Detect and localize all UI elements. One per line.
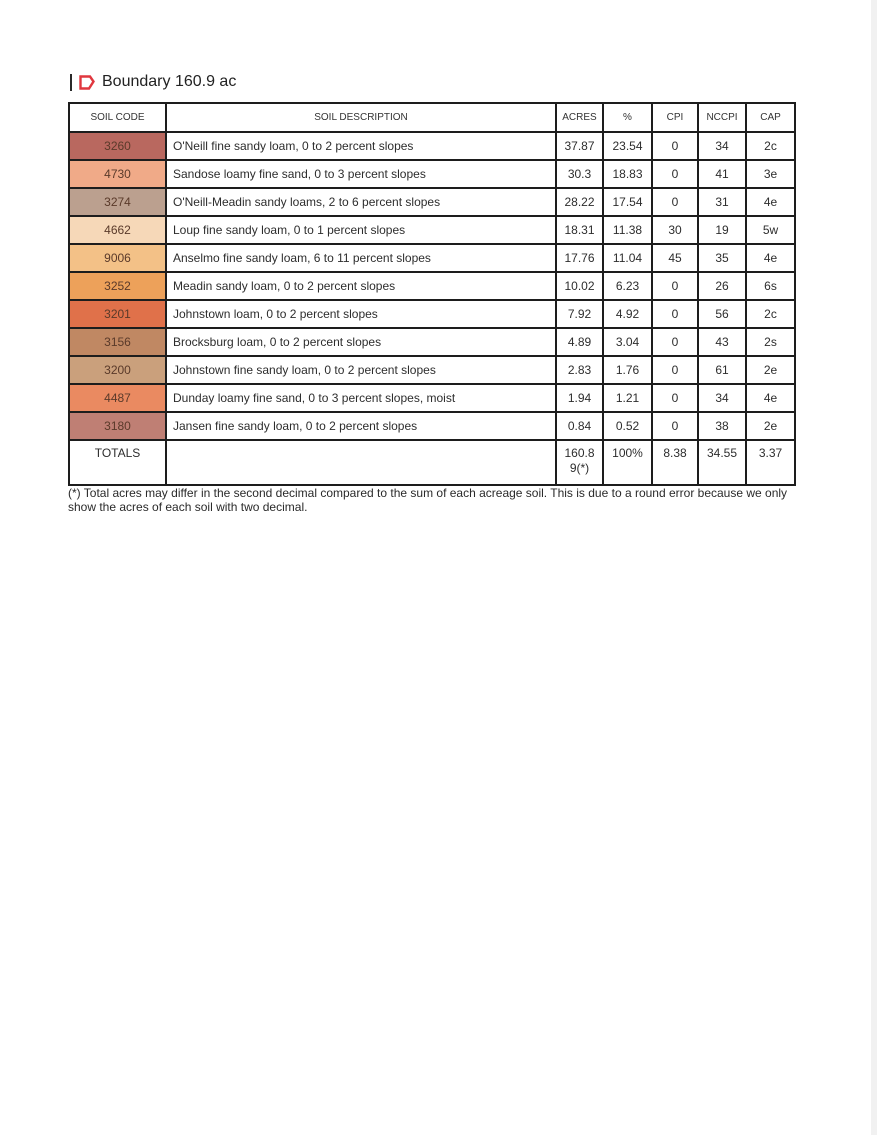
nccpi-cell: 34 (698, 384, 746, 412)
nccpi-cell: 19 (698, 216, 746, 244)
soil-description-cell: Brocksburg loam, 0 to 2 percent slopes (166, 328, 556, 356)
soil-color-swatch: 4730 (70, 161, 165, 187)
table-row (69, 412, 795, 440)
soil-code-cell (69, 356, 166, 384)
col-soil-description: SOIL DESCRIPTION (166, 103, 556, 132)
nccpi-cell: 41 (698, 160, 746, 188)
cpi-cell: 0 (652, 272, 698, 300)
table-row (69, 356, 795, 384)
soil-code-cell (69, 132, 166, 160)
acres-cell: 28.22 (556, 188, 603, 216)
cap-cell: 3e (746, 160, 795, 188)
cap-cell: 4e (746, 384, 795, 412)
totals-nccpi: 34.55 (698, 440, 746, 485)
soil-table (68, 102, 796, 486)
col-soil-code: SOIL CODE (69, 103, 166, 132)
cpi-cell: 0 (652, 160, 698, 188)
acres-cell: 37.87 (556, 132, 603, 160)
nccpi-cell: 38 (698, 412, 746, 440)
cap-cell: 2e (746, 356, 795, 384)
soil-color-swatch: 3201 (70, 301, 165, 327)
percent-cell: 1.76 (603, 356, 652, 384)
soil-code-cell (69, 384, 166, 412)
cap-cell: 2c (746, 132, 795, 160)
acres-cell: 0.84 (556, 412, 603, 440)
col-acres: ACRES (556, 103, 603, 132)
totals-description (166, 440, 556, 485)
percent-cell: 1.21 (603, 384, 652, 412)
soil-code-cell (69, 160, 166, 188)
acres-cell: 2.83 (556, 356, 603, 384)
acres-cell: 10.02 (556, 272, 603, 300)
nccpi-cell: 35 (698, 244, 746, 272)
soil-color-swatch: 4487 (70, 385, 165, 411)
table-row (69, 272, 795, 300)
cpi-cell: 0 (652, 356, 698, 384)
footnote: (*) Total acres may differ in the second decimal compared to the sum of each acreage soil. This is due to a round error because we only show the acres of each soil with two decimal. (68, 486, 788, 514)
table-row (69, 132, 795, 160)
cpi-cell: 45 (652, 244, 698, 272)
soil-description-cell: Meadin sandy loam, 0 to 2 percent slopes (166, 272, 556, 300)
heading-bar (70, 74, 72, 91)
acres-cell: 7.92 (556, 300, 603, 328)
cpi-cell: 0 (652, 188, 698, 216)
soil-code-cell (69, 328, 166, 356)
percent-cell: 0.52 (603, 412, 652, 440)
nccpi-cell: 26 (698, 272, 746, 300)
col-nccpi: NCCPI (698, 103, 746, 132)
totals-cap: 3.37 (746, 440, 795, 485)
cap-cell: 4e (746, 188, 795, 216)
cpi-cell: 0 (652, 132, 698, 160)
nccpi-cell: 43 (698, 328, 746, 356)
cpi-cell: 0 (652, 412, 698, 440)
cpi-cell: 0 (652, 328, 698, 356)
soil-code-cell (69, 412, 166, 440)
soil-description-cell: Anselmo fine sandy loam, 6 to 11 percent slopes (166, 244, 556, 272)
nccpi-cell: 61 (698, 356, 746, 384)
cap-cell: 2e (746, 412, 795, 440)
cap-cell: 5w (746, 216, 795, 244)
table-row (69, 328, 795, 356)
table-row (69, 216, 795, 244)
soil-color-swatch: 3260 (70, 133, 165, 159)
percent-cell: 4.92 (603, 300, 652, 328)
nccpi-cell: 31 (698, 188, 746, 216)
soil-description-cell: Johnstown loam, 0 to 2 percent slopes (166, 300, 556, 328)
soil-code-cell (69, 188, 166, 216)
boundary-icon (79, 75, 95, 90)
percent-cell: 11.04 (603, 244, 652, 272)
acres-cell: 1.94 (556, 384, 603, 412)
soil-description-cell: Sandose loamy fine sand, 0 to 3 percent slopes (166, 160, 556, 188)
heading-title: Boundary 160.9 ac (102, 73, 237, 90)
table-row (69, 188, 795, 216)
acres-cell: 30.3 (556, 160, 603, 188)
cap-cell: 4e (746, 244, 795, 272)
page-edge (871, 0, 877, 1135)
soil-description-cell: Dunday loamy fine sand, 0 to 3 percent slopes, moist (166, 384, 556, 412)
percent-cell: 3.04 (603, 328, 652, 356)
acres-cell: 17.76 (556, 244, 603, 272)
soil-description-cell: Johnstown fine sandy loam, 0 to 2 percent slopes (166, 356, 556, 384)
table-row (69, 160, 795, 188)
percent-cell: 11.38 (603, 216, 652, 244)
table-row (69, 300, 795, 328)
totals-label: TOTALS (69, 440, 166, 485)
cpi-cell: 0 (652, 384, 698, 412)
soil-color-swatch: 3200 (70, 357, 165, 383)
soil-code-cell (69, 244, 166, 272)
percent-cell: 18.83 (603, 160, 652, 188)
soil-color-swatch: 3156 (70, 329, 165, 355)
soil-description-cell: Loup fine sandy loam, 0 to 1 percent slopes (166, 216, 556, 244)
cap-cell: 2s (746, 328, 795, 356)
soil-description-cell: Jansen fine sandy loam, 0 to 2 percent slopes (166, 412, 556, 440)
percent-cell: 6.23 (603, 272, 652, 300)
soil-color-swatch: 9006 (70, 245, 165, 271)
acres-cell: 18.31 (556, 216, 603, 244)
totals-cpi: 8.38 (652, 440, 698, 485)
col-cpi: CPI (652, 103, 698, 132)
soil-code-cell (69, 300, 166, 328)
table-row (69, 384, 795, 412)
totals-row (69, 440, 795, 485)
soil-color-swatch: 3180 (70, 413, 165, 439)
totals-percent: 100% (603, 440, 652, 485)
acres-cell: 4.89 (556, 328, 603, 356)
cpi-cell: 30 (652, 216, 698, 244)
soil-color-swatch: 4662 (70, 217, 165, 243)
soil-description-cell: O'Neill-Meadin sandy loams, 2 to 6 percent slopes (166, 188, 556, 216)
percent-cell: 17.54 (603, 188, 652, 216)
nccpi-cell: 34 (698, 132, 746, 160)
table-row (69, 244, 795, 272)
soil-code-cell (69, 216, 166, 244)
col-percent: % (603, 103, 652, 132)
cpi-cell: 0 (652, 300, 698, 328)
table-header-row (69, 103, 795, 132)
percent-cell: 23.54 (603, 132, 652, 160)
nccpi-cell: 56 (698, 300, 746, 328)
cap-cell: 2c (746, 300, 795, 328)
soil-color-swatch: 3274 (70, 189, 165, 215)
totals-acres: 160.8 9(*) (556, 440, 603, 485)
cap-cell: 6s (746, 272, 795, 300)
boundary-heading (70, 71, 236, 93)
soil-code-cell (69, 272, 166, 300)
soil-color-swatch: 3252 (70, 273, 165, 299)
col-cap: CAP (746, 103, 795, 132)
soil-description-cell: O'Neill fine sandy loam, 0 to 2 percent slopes (166, 132, 556, 160)
